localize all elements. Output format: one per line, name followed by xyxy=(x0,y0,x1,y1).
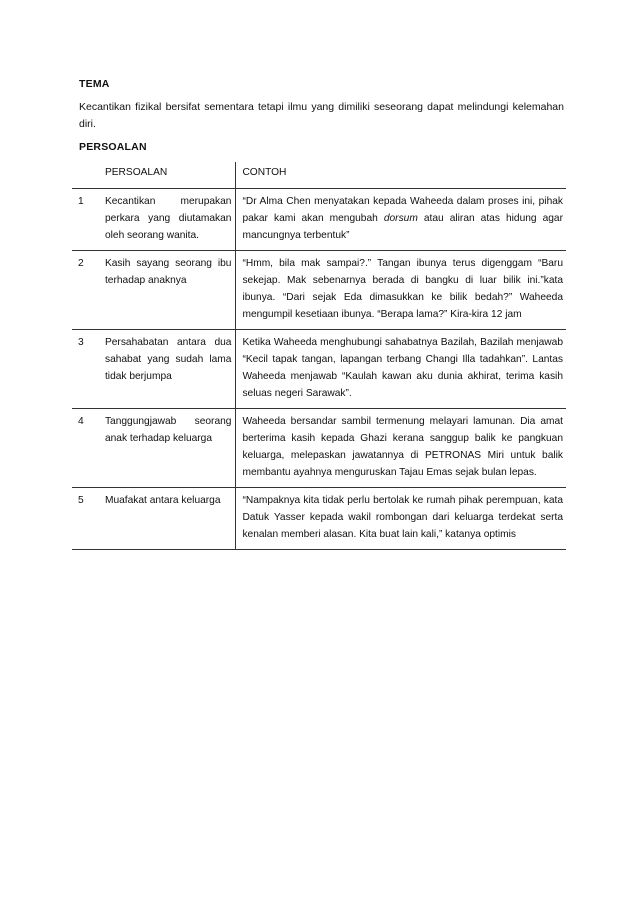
row-contoh-after: atau aliran atas hidung agar mancungnya terbentuk” xyxy=(242,213,563,241)
row-contoh: “Hmm, bila mak sampai?.” Tangan ibunya terus digenggam “Baru sekejap. Mak sebenarnya berada di bangku di luar bilik ini.”kata ibunya. “Dari sejak Eda dimasukkan ke bilik bedah?” Waheeda mengumpil kesetiaan ibunya. “Berapa lama?” Kira-kira 12 jam xyxy=(236,251,566,330)
row-persoalan: Kasih sayang seorang ibu terhadap anaknya xyxy=(99,251,236,330)
header-no-cell xyxy=(72,162,99,189)
row-contoh: Waheeda bersandar sambil termenung melayari lamunan. Dia amat berterima kasih kepada Ghazi kerana sanggup balik ke pangkuan keluarga, melepaskan jawatannya di PETRONAS Miri untuk balik membantu ayahnya menguruskan Tajau Emas sejak bulan lepas. xyxy=(236,409,566,488)
row-number: 3 xyxy=(72,330,99,409)
row-contoh xyxy=(236,189,566,251)
tema-heading: TEMA xyxy=(79,78,110,90)
table-row xyxy=(72,251,566,330)
row-persoalan: Kecantikan merupakan perkara yang diutamakan oleh seorang wanita. xyxy=(99,189,236,251)
table-header-row xyxy=(72,162,566,189)
row-number: 2 xyxy=(72,251,99,330)
row-persoalan: Persahabatan antara dua sahabat yang sudah lama tidak berjumpa xyxy=(99,330,236,409)
row-number: 4 xyxy=(72,409,99,488)
row-number: 5 xyxy=(72,488,99,550)
row-contoh-italic: dorsum xyxy=(383,213,418,224)
table-row xyxy=(72,409,566,488)
row-persoalan: Tanggungjawab seorang anak terhadap keluarga xyxy=(99,409,236,488)
row-contoh: “Nampaknya kita tidak perlu bertolak ke rumah pihak perempuan, kata Datuk Yasser kepada wakil rombongan dari keluarga terdekat serta kenalan memberi alasan. Kita buat lain kali,” katanya optimis xyxy=(236,488,566,550)
header-persoalan: PERSOALAN xyxy=(99,162,236,189)
tema-text: Kecantikan fizikal bersifat sementara tetapi ilmu yang dimiliki seseorang dapat melindungi kelemahan diri. xyxy=(79,101,564,130)
row-contoh-before: “Dr Alma Chen menyatakan kepada Waheeda dalam proses ini, pihak pakar kami akan mengubah xyxy=(242,196,563,224)
table-row xyxy=(72,189,566,251)
persoalan-table xyxy=(72,162,566,550)
row-persoalan: Muafakat antara keluarga xyxy=(99,488,236,550)
table-row xyxy=(72,330,566,409)
row-contoh: Ketika Waheeda menghubungi sahabatnya Bazilah, Bazilah menjawab “Kecil tapak tangan, lapangan terbang Changi Illa tadahkan”. Lantas Waheeda menjawab “Kaulah kawan aku dunia akhirat, terima kasih seluas negeri Sarawak”. xyxy=(236,330,566,409)
table-row xyxy=(72,488,566,550)
row-number: 1 xyxy=(72,189,99,251)
header-contoh: CONTOH xyxy=(236,162,566,189)
persoalan-heading: PERSOALAN xyxy=(79,141,147,153)
